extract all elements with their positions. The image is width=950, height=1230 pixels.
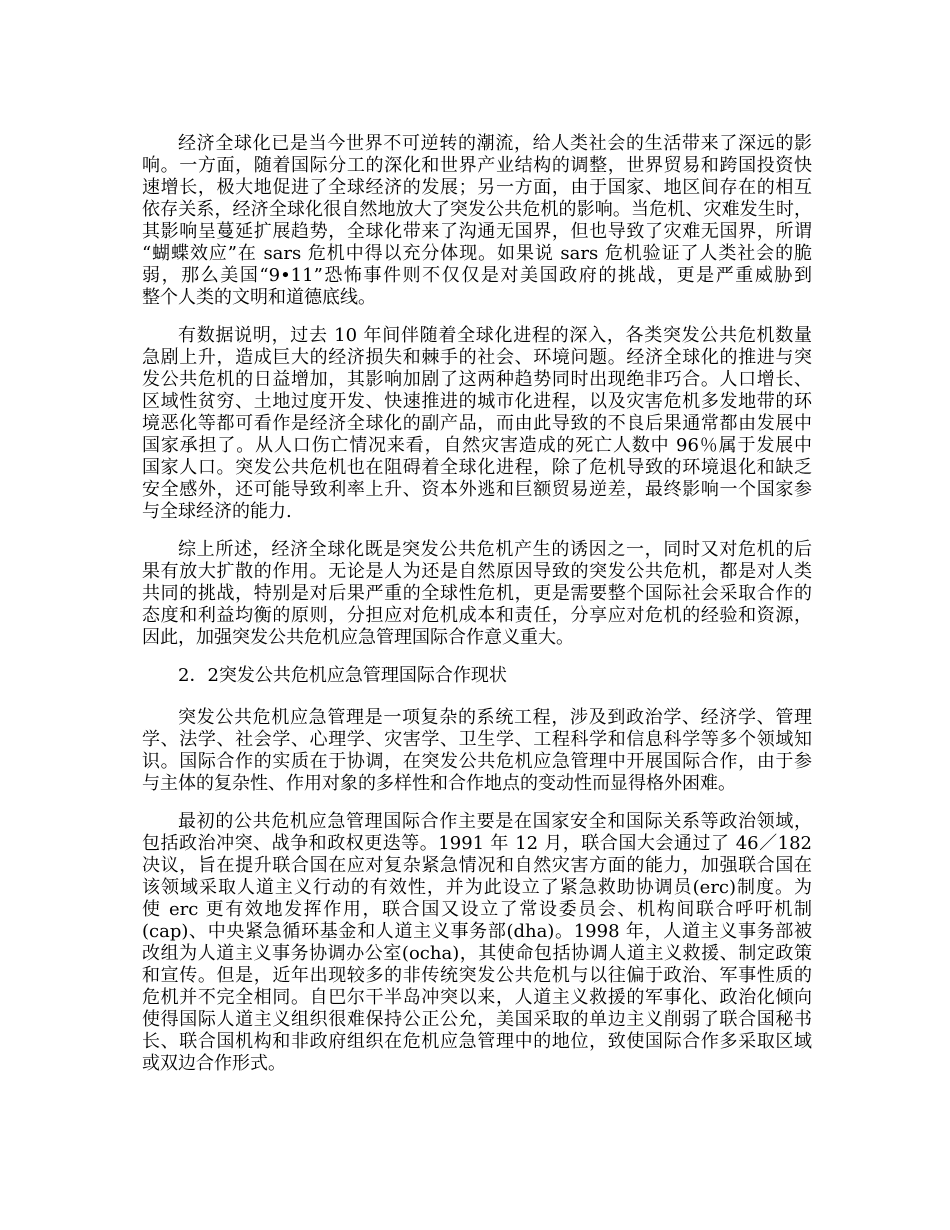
paragraph-line: 和宣传。但是，近年出现较多的非传统突发公共危机与以往偏于政治、军事性质的: [142, 965, 812, 986]
paragraph: [142, 539, 812, 649]
paragraph-line: 境恶化等都可看作是经济全球化的副产品，而由此导致的不良后果通常都由发展中: [142, 413, 812, 434]
paragraph: [142, 133, 812, 309]
paragraph-line: 与主体的复杂性、作用对象的多样性和合作地点的变动性而显得格外困难。: [142, 773, 736, 794]
paragraph: [142, 811, 812, 1075]
paragraph-line: 急剧上升，造成巨大的经济损失和棘手的社会、环境问题。经济全球化的推进与突: [142, 347, 812, 368]
paragraph-line: 因此，加强突发公共危机应急管理国际合作意义重大。: [142, 627, 574, 648]
paragraph: [142, 707, 812, 795]
paragraph-line: 学、法学、社会学、心理学、灾害学、卫生学、工程科学和信息科学等多个领域知: [142, 729, 812, 750]
paragraph-line: 包括政治冲突、战争和政权更迭等。1991 年 12 月，联合国大会通过了 46／182: [142, 833, 812, 854]
paragraph-line: 响。一方面，随着国际分工的深化和世界产业结构的调整，世界贸易和跨国投资快: [142, 155, 812, 176]
paragraph-line: 有数据说明，过去 10 年间伴随着全球化进程的深入，各类突发公共危机数量: [178, 325, 812, 346]
paragraph-line: 共同的挑战，特别是对后果严重的全球性危机，更是需要整个国际社会采取合作的: [142, 583, 812, 604]
paragraph-line: 与全球经济的能力.: [142, 501, 292, 522]
paragraph-line: 危机并不完全相同。自巴尔干半岛冲突以来，人道主义救援的军事化、政治化倾向: [142, 987, 812, 1008]
paragraph-line: 长、联合国机构和非政府组织在危机应急管理中的地位，致使国际合作多采取区域: [142, 1031, 812, 1052]
paragraph-line: 使得国际人道主义组织很难保持公正公允，美国采取的单边主义削弱了联合国秘书: [142, 1009, 812, 1030]
paragraph-line: 或双边合作形式。: [142, 1053, 286, 1074]
paragraph-line: (cap)、中央紧急循环基金和人道主义事务部(dha)。1998 年，人道主义事务部被: [142, 921, 812, 942]
paragraph-line: 国家承担了。从人口伤亡情况来看，自然灾害造成的死亡人数中 96％属于发展中: [142, 435, 812, 456]
paragraph-line: 决议，旨在提升联合国在应对复杂紧急情况和自然灾害方面的能力，加强联合国在: [142, 855, 812, 876]
paragraph-line: 区域性贫穷、土地过度开发、快速推进的城市化进程，以及灾害危机多发地带的环: [142, 391, 812, 412]
section-heading: 2．2突发公共危机应急管理国际合作现状: [178, 665, 507, 686]
paragraph-line: 突发公共危机应急管理是一项复杂的系统工程，涉及到政治学、经济学、管理: [178, 707, 812, 728]
document-body: [142, 133, 812, 1091]
paragraph-line: 整个人类的文明和道德底线。: [142, 287, 376, 308]
paragraph-line: 速增长，极大地促进了全球经济的发展；另一方面，由于国家、地区间存在的相互: [142, 177, 812, 198]
paragraph-line: 最初的公共危机应急管理国际合作主要是在国家安全和国际关系等政治领域，: [178, 811, 812, 832]
paragraph-line: 使 erc 更有效地发挥作用，联合国又设立了常设委员会、机构间联合呼吁机制: [142, 899, 812, 920]
paragraph-line: 弱，那么美国“9•11”恐怖事件则不仅仅是对美国政府的挑战，更是严重威胁到: [142, 265, 812, 286]
paragraph-line: 态度和利益均衡的原则，分担应对危机成本和责任，分享应对危机的经验和资源，: [142, 605, 812, 626]
paragraph-line: 经济全球化已是当今世界不可逆转的潮流，给人类社会的生活带来了深远的影: [178, 133, 812, 154]
paragraph-line: 安全感外，还可能导致利率上升、资本外逃和巨额贸易逆差，最终影响一个国家参: [142, 479, 812, 500]
paragraph-line: 综上所述，经济全球化既是突发公共危机产生的诱因之一，同时又对危机的后: [178, 539, 812, 560]
paragraph: [142, 325, 812, 523]
paragraph-line: 识。国际合作的实质在于协调，在突发公共危机应急管理中开展国际合作，由于参: [142, 751, 812, 772]
paragraph-line: 发公共危机的日益增加，其影响加剧了这两种趋势同时出现绝非巧合。人口增长、: [142, 369, 812, 390]
paragraph-line: 该领域采取人道主义行动的有效性，并为此设立了紧急救助协调员(erc)制度。为: [142, 877, 812, 898]
paragraph-line: 依存关系，经济全球化很自然地放大了突发公共危机的影响。当危机、灾难发生时，: [142, 199, 812, 220]
paragraph-line: “蝴蝶效应”在 sars 危机中得以充分体现。如果说 sars 危机验证了人类社会的脆: [142, 243, 812, 264]
paragraph-line: 改组为人道主义事务协调办公室(ocha)，其使命包括协调人道主义救援、制定政策: [142, 943, 812, 964]
paragraph-line: 国家人口。突发公共危机也在阻碍着全球化进程，除了危机导致的环境退化和缺乏: [142, 457, 812, 478]
paragraph-line: 其影响呈蔓延扩展趋势，全球化带来了沟通无国界，但也导致了灾难无国界，所谓: [142, 221, 812, 242]
paragraph-line: 果有放大扩散的作用。无论是人为还是自然原因导致的突发公共危机，都是对人类: [142, 561, 812, 582]
